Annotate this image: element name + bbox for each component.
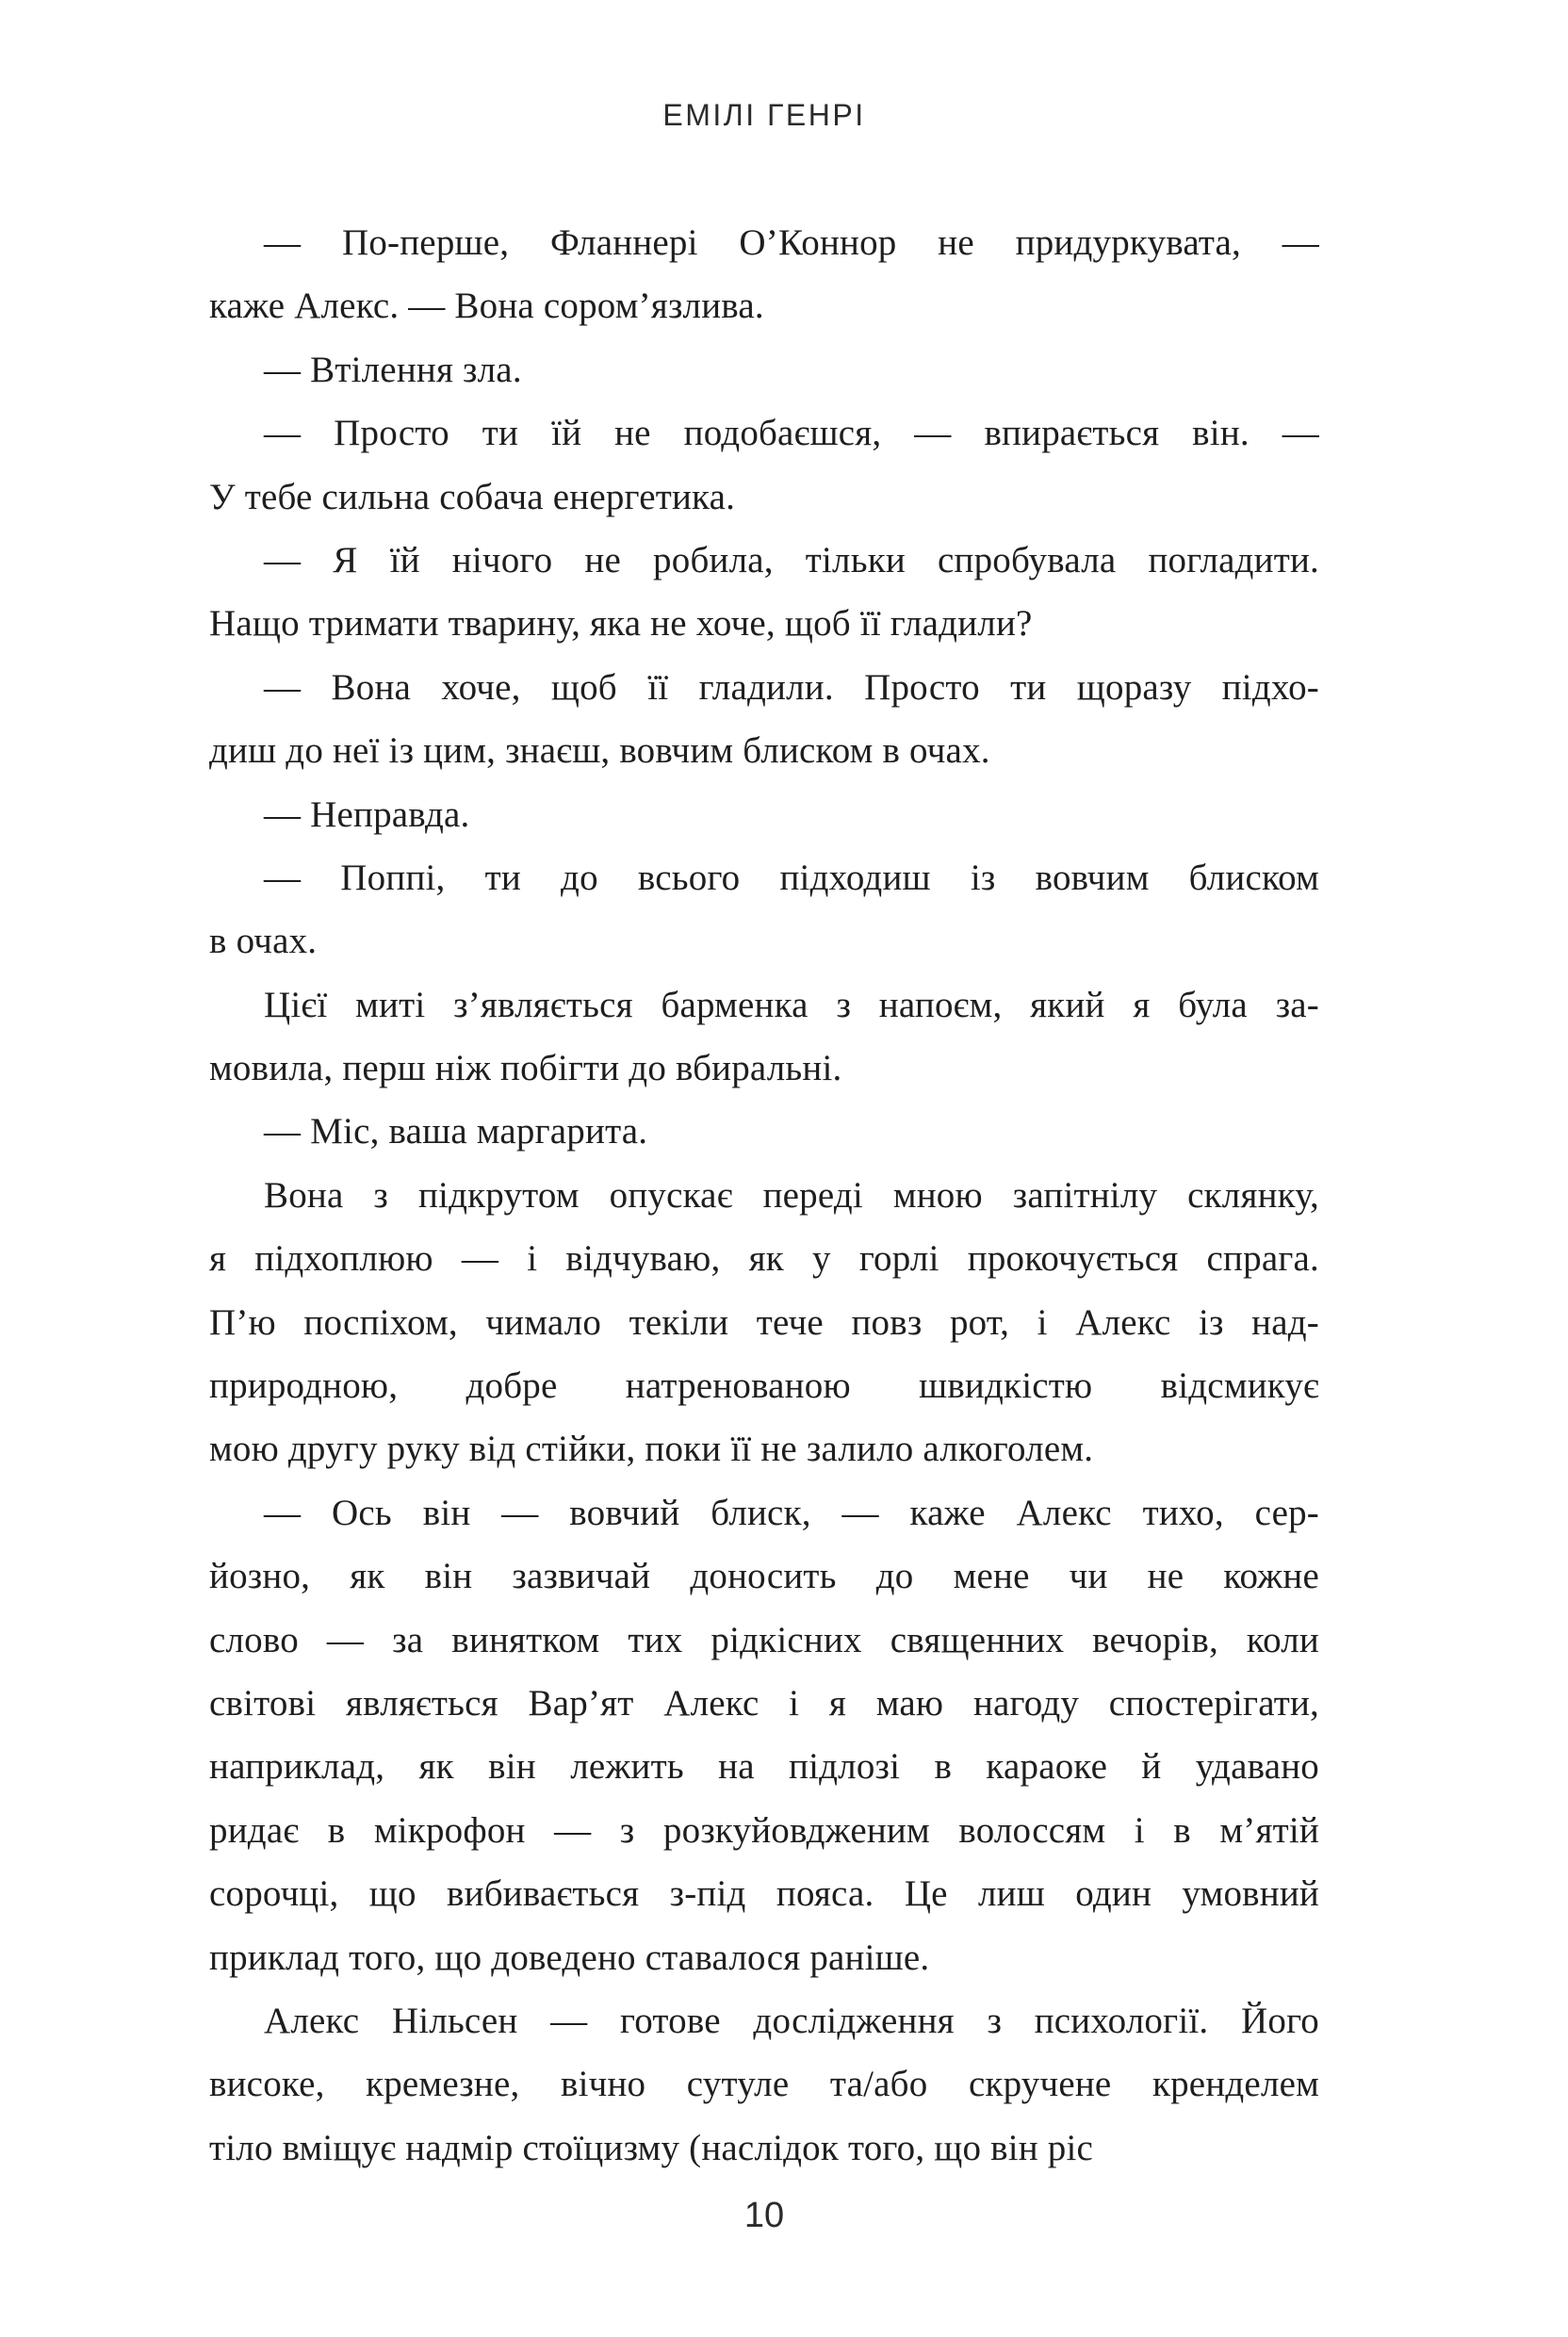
text-line: — Неправда. [264, 793, 470, 835]
text-line: тіло вміщує надмір стоїцизму (наслідок того, що він ріс [209, 2127, 1094, 2168]
text-line: в очах. [209, 921, 318, 962]
text-line: — Міс, ваша маргарита. [264, 1111, 648, 1152]
text-line: — Поппі, ти до всього підходиш із вовчим блиском [264, 857, 1319, 898]
text-line: — Я їй нічого не робила, тільки спробувала погладити. [264, 539, 1319, 580]
running-header: ЕМІЛІ ГЕНРІ [662, 98, 866, 132]
text-line: світові являється Вар’ят Алекс і я маю нагоду спостерігати, [209, 1682, 1319, 1724]
text-line: У тебе сильна собача енергетика. [209, 476, 736, 517]
text-line: — Просто ти їй не подобаєшся, — впирається він. — [264, 413, 1319, 454]
text-line: приклад того, що доведено ставалося раніше. [209, 1937, 930, 1978]
text-line: я підхоплюю — і відчуваю, як у горлі прокочується спрага. [209, 1238, 1319, 1280]
text-line: диш до неї із цим, знаєш, вовчим блиском в очах. [209, 730, 990, 772]
text-line: ридає в мікрофон — з розкуйовдженим волоссям і в м’ятій [209, 1809, 1319, 1851]
text-line: Алекс Нільсен — готове дослідження з психології. Його [264, 2000, 1319, 2041]
text-line: сорочці, що вибивається з-під пояса. Це лиш один умовний [209, 1873, 1319, 1915]
text-line: мою другу руку від стійки, поки її не залило алкоголем. [209, 1429, 1094, 1470]
text-line: Цієї миті з’являється барменка з напоєм, який я була за- [264, 984, 1319, 1025]
text-line: — Вона хоче, щоб її гладили. Просто ти щоразу підхо- [264, 666, 1319, 708]
text-line: наприклад, як він лежить на підлозі в караоке й удавано [209, 1746, 1319, 1788]
body-text-block [209, 211, 1319, 2180]
text-line: Вона з підкрутом опускає переді мною запітнілу склянку, [264, 1174, 1319, 1216]
text-line: слово — за винятком тих рідкісних священних вечорів, коли [209, 1619, 1319, 1660]
text-line: каже Алекс. — Вона сором’язлива. [209, 286, 764, 327]
text-line: — Ось він — вовчий блиск, — каже Алекс тихо, сер- [264, 1492, 1319, 1533]
page-number: 10 [743, 2196, 785, 2235]
text-line: високе, кремезне, вічно сутуле та/або скручене кренделем [209, 2064, 1319, 2105]
text-line: — Втілення зла. [264, 349, 522, 390]
text-line: мовила, перш ніж побігти до вбиральні. [209, 1048, 842, 1089]
text-line: Нащо тримати тварину, яка не хоче, щоб її гладили? [209, 603, 1033, 645]
text-line: П’ю поспіхом, чимало текіли тече повз рот, і Алекс із над- [209, 1301, 1319, 1343]
text-line: йозно, як він зазвичай доносить до мене чи не кожне [209, 1556, 1319, 1597]
text-line: — По-перше, Фланнері О’Коннор не придуркувата, — [264, 222, 1319, 263]
text-line: природною, добре натренованою швидкістю відсмикує [209, 1365, 1319, 1407]
